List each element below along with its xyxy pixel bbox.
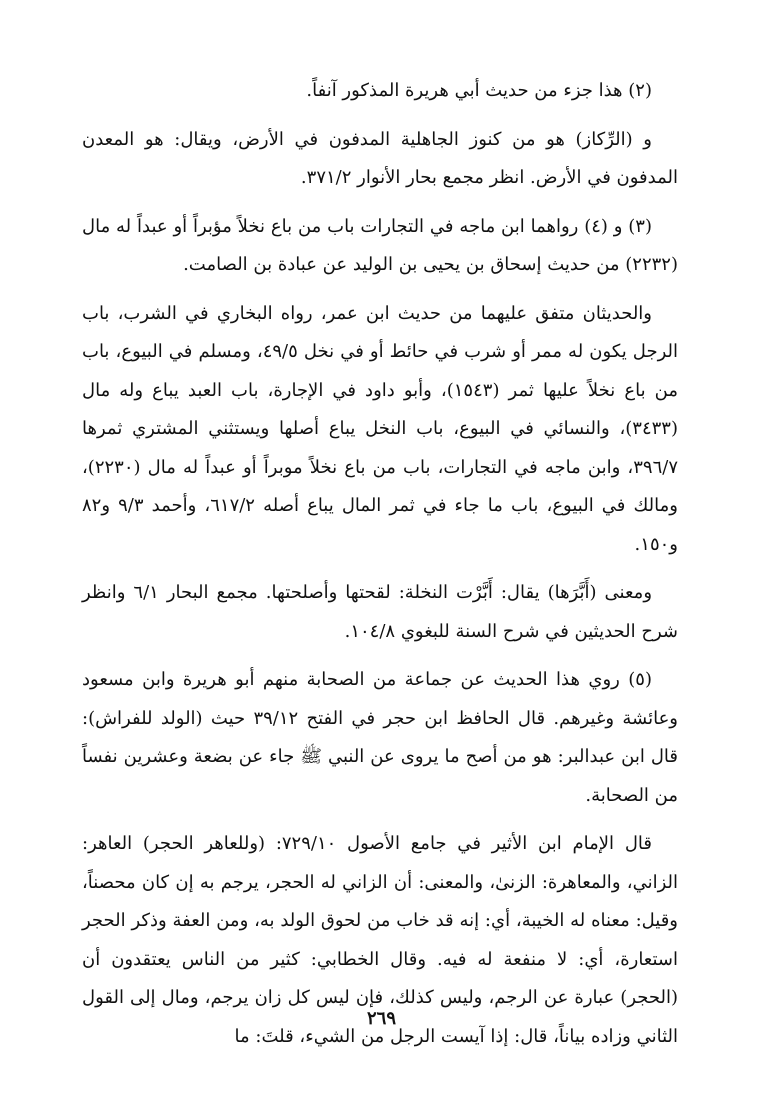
page-number: ٢٦٩ [366, 1008, 396, 1029]
footnote-hadith-sources: والحديثان متفق عليهما من حديث ابن عمر، رواه البخاري في الشرب، باب الرجل يكون له ممر أو شرب في حائط أو في نخل ٤٩/٥، ومسلم في البيوع، باب من باع نخلاً عليها ثمر (١٥٤٣)، وأبو داود في الإجارة، باب العبد يباع وله مال (٣٤٣٣)، والنسائي في البيوع، باب النخل يباع أصلها ويستثني المشتري ثمرها ٣٩٦/٧، وابن ماجه في التجارات، باب من باع نخلاً موبراً أو عبداً له مال (٢٢٣٠)، ومالك في البيوع، باب ما جاء في ثمر المال يباع أصله ٦١٧/٢، وأحمد ٩/٣ و٨٢ و١٥٠. [82, 302, 678, 555]
footnote-rikaz-note: و (الرِّكاز) هو من كنوز الجاهلية المدفون في الأرض، ويقال: هو المعدن المدفون في الأرض. انظر مجمع بحار الأنوار ٣٧١/٢. [82, 128, 678, 188]
footnote-abbarha-meaning: ومعنى (أَبَّرَها) يقال: أَبَّرْت النخلة: لقحتها وأصلحتها. مجمع البحار ٦/١ وانظر شرح الحديثين في شرح السنة للبغوي ١٠٤/٨. [82, 582, 678, 642]
footnote-3-4: (٣) و (٤) رواهما ابن ماجه في التجارات باب من باع نخلاً مؤبراً أو عبداً له مال (٢٢٣٢) من حديث إسحاق بن يحيى بن الوليد عن عبادة بن الصامت. [82, 215, 678, 275]
footnotes-block [82, 72, 679, 1047]
footnote-2: (٢) هذا جزء من حديث أبي هريرة المذكور آنفاً. [306, 80, 652, 101]
footnote-5: (٥) روي هذا الحديث عن جماعة من الصحابة منهم أبو هريرة وابن مسعود وعائشة وغيرهم. قال الحافظ ابن حجر في الفتح ٣٩/١٢ حيث (الولد للفراش): قال ابن عبدالبر: هو من أصح ما يروى عن النبي ﷺ جاء عن بضعة وعشرين نفساً من الصحابة. [82, 669, 679, 806]
footnote-ibn-athir: قال الإمام ابن الأثير في جامع الأصول ٧٢٩/١٠: (وللعاهر الحجر) العاهر: الزاني، والمعاهرة: الزنىٰ، والمعنى: أن الزاني له الحجر، يرجم به إن كان محصناً، وقيل: معناه له الخيبة، أي: إنه قد خاب من لحوق الولد به، ومن العفة وذكر الحجر استعارة، أي: لا منفعة له فيه. وقال الخطابي: كثير من الناس يعتقدون أن (الحجر) عبارة عن الرجم، وليس كذلك، فإن ليس كل زان يرجم، ومال إلى القول الثاني وزاده بياناً، قال: إذا آيست الرجل من الشيء، قلتَ: ما [82, 833, 678, 1047]
